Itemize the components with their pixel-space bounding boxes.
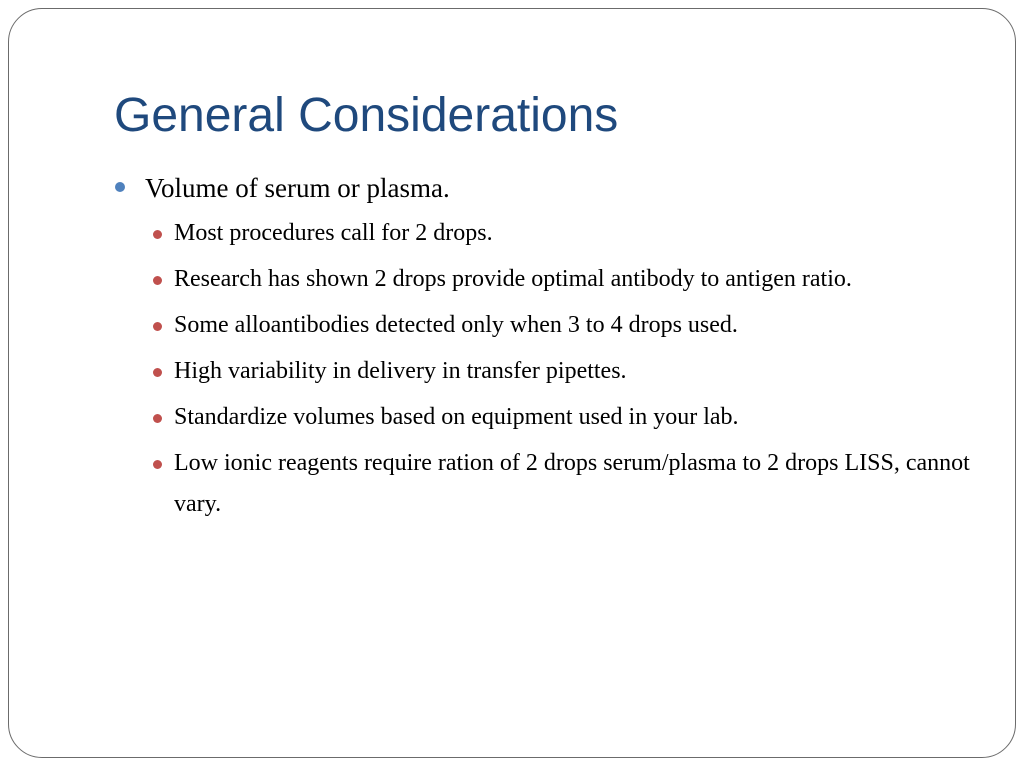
sub-bullet (149, 351, 974, 392)
slide-content (114, 170, 974, 530)
sub-bullet-dot-icon (153, 322, 162, 331)
sub-bullet (149, 397, 974, 438)
sub-bullet-dot-icon (153, 460, 162, 469)
sub-bullet (149, 305, 974, 346)
sub-bullet-text: Research has shown 2 drops provide optimal antibody to antigen ratio. (174, 266, 852, 292)
sub-bullet-text: Some alloantibodies detected only when 3 to 4 drops used. (174, 312, 738, 338)
sub-bullet-text: Standardize volumes based on equipment used in your lab. (174, 404, 739, 430)
sub-bullet (149, 213, 974, 254)
sub-bullet-dot-icon (153, 230, 162, 239)
bullet-dot-icon (115, 182, 125, 192)
sub-bullet-dot-icon (153, 368, 162, 377)
sub-bullet-dot-icon (153, 276, 162, 285)
bullet-text: Volume of serum or plasma. (145, 173, 450, 203)
sub-bullet-text: High variability in delivery in transfer pipettes. (174, 358, 627, 384)
sub-bullet (149, 443, 974, 525)
sub-bullet-text: Most procedures call for 2 drops. (174, 220, 493, 246)
sub-bullet-dot-icon (153, 414, 162, 423)
sub-bullet-text: Low ionic reagents require ration of 2 drops serum/plasma to 2 drops LISS, cannot vary. (174, 450, 970, 517)
sub-bullet-list (114, 213, 974, 525)
bullet-level1 (114, 170, 974, 207)
sub-bullet (149, 259, 974, 300)
slide-title: General Considerations (114, 89, 619, 142)
